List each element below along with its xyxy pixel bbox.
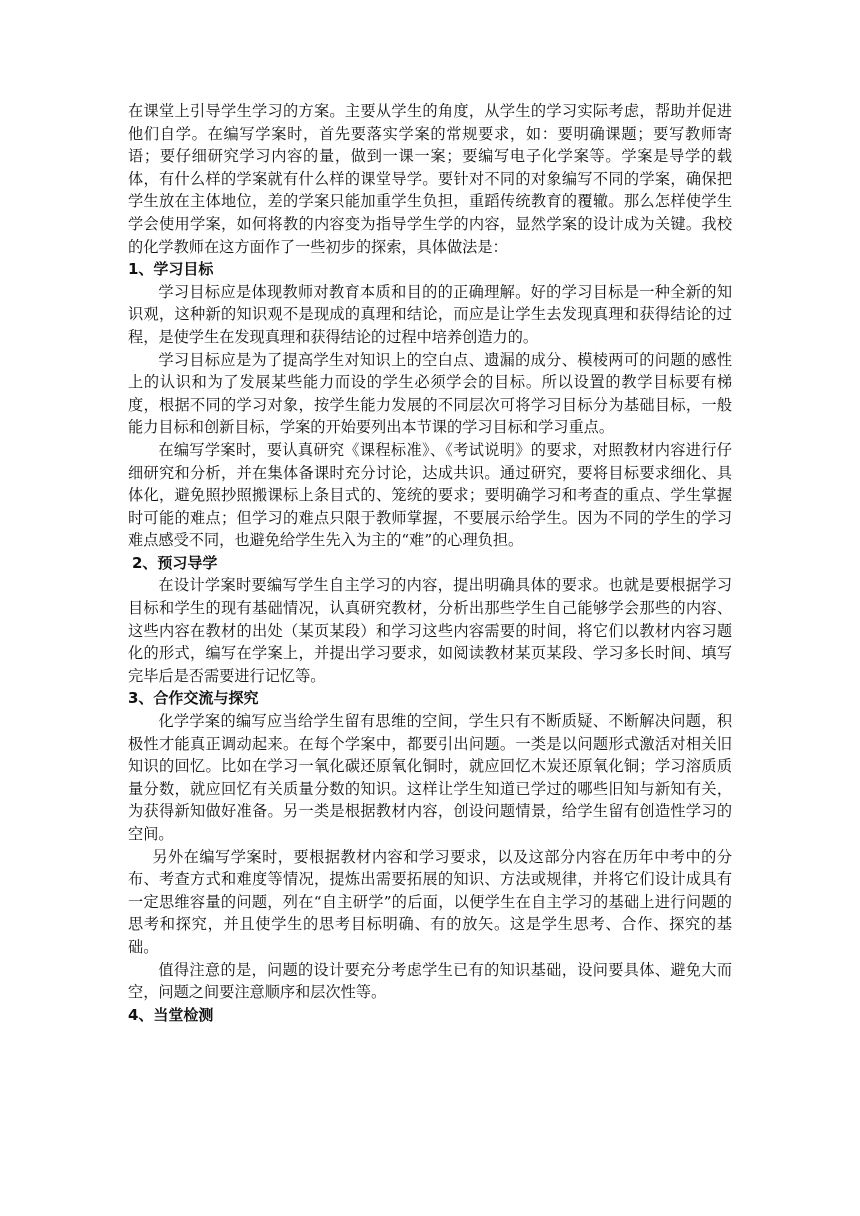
paragraph-learning-goals-3: 在编写学案时，要认真研究《课程标准》、《考试说明》的要求，对照教材内容进行仔细研究和分析，并在集体备课时充分讨论，达成共识。通过研究，要将目标要求细化、具体化，避免照抄照搬课标上条目式的、笼统的要求；要明确学习和考查的重点、学生掌握时可能的难点；但学习的难点只限于教师掌握，不要展示给学生。因为不同的学生的学习难点感受不同，也避免给学生先入为主的“难”的心理负担。 [128, 440, 732, 550]
paragraph-cooperation-2: 另外在编写学案时，要根据教材内容和学习要求，以及这部分内容在历年中考中的分布、考查方式和难度等情况，提炼出需要拓展的知识、方法或规律，并将它们设计成具有一定思维容量的问题，列在“自主研学”的后面，以便学生在自主学习的基础上进行问题的思考和探究，并且使学生的思考目标明确、有的放矢。这是学生思考、合作、探究的基础。 [128, 847, 732, 956]
section-heading-preview-guide: 2、预习导学 [132, 553, 218, 572]
intro-paragraph: 在课堂上引导学生学习的方案。主要从学生的角度，从学生的学习实际考虑，帮助并促进他们自学。在编写学案时，首先要落实学案的常规要求，如：要明确课题；要写教师寄语；要仔细研究学习内容的量，做到一课一案；要编写电子化学案等。学案是导学的载体，有什么样的学案就有什么样的课堂导学。要针对不同的对象编写不同的学案，确保把学生放在主体地位，差的学案只能加重学生负担，重蹈传统教育的覆辙。那么怎样使学生学会使用学案，如何将教的内容变为指导学生学的内容，显然学案的设计成为关键。我校的化学教师在这方面作了一些初步的探索，具体做法是： [128, 102, 732, 256]
section-heading-in-class-test: 4、当堂检测 [128, 1005, 214, 1024]
paragraph-learning-goals-2: 学习目标应是为了提高学生对知识上的空白点、遗漏的成分、模棱两可的问题的感性上的认识和为了发展某些能力而设的学生必须学会的目标。所以设置的教学目标要有梯度，根据不同的学习对象，按学生能力发展的不同层次可将学习目标分为基础目标，一般能力目标和创新目标，学案的开始要列出本节课的学习目标和学习重点。 [128, 350, 732, 437]
section-heading-cooperation: 3、合作交流与探究 [128, 689, 259, 708]
document-page [128, 100, 732, 1026]
paragraph-cooperation-3: 值得注意的是，问题的设计要充分考虑学生已有的知识基础，设问要具体、避免大而空，问题之间要注意顺序和层次性等。 [128, 960, 732, 1002]
paragraph-learning-goals-1: 学习目标应是体现教师对教育本质和目的的正确理解。好的学习目标是一种全新的知识观，这种新的知识观不是现成的真理和结论，而应是让学生去发现真理和获得结论的过程，是使学生在发现真理和获得结论的过程中培养创造力的。 [128, 282, 732, 346]
paragraph-cooperation-1: 化学学案的编写应当给学生留有思维的空间，学生只有不断质疑、不断解决问题，积极性才能真正调动起来。在每个学案中，都要引出问题。一类是以问题形式激活对相关旧知识的回忆。比如在学习一氧化碳还原氧化铜时，就应回忆木炭还原氧化铜；学习溶质质量分数，就应回忆有关质量分数的知识。这样让学生知道已学过的哪些旧知与新知有关，为获得新知做好准备。另一类是根据教材内容，创设问题情景，给学生留有创造性学习的空间。 [128, 712, 732, 843]
section-heading-learning-goals: 1、学习目标 [128, 260, 214, 279]
paragraph-preview-guide-1: 在设计学案时要编写学生自主学习的内容，提出明确具体的要求。也就是要根据学习目标和学生的现有基础情况，认真研究教材，分析出那些学生自己能够学会那些的内容、这些内容在教材的出处（某页某段）和学习这些内容需要的时间，将它们以教材内容习题化的形式，编写在学案上，并提出学习要求，如阅读教材某页某段、学习多长时间、填写完毕后是否需要进行记忆等。 [128, 576, 732, 685]
